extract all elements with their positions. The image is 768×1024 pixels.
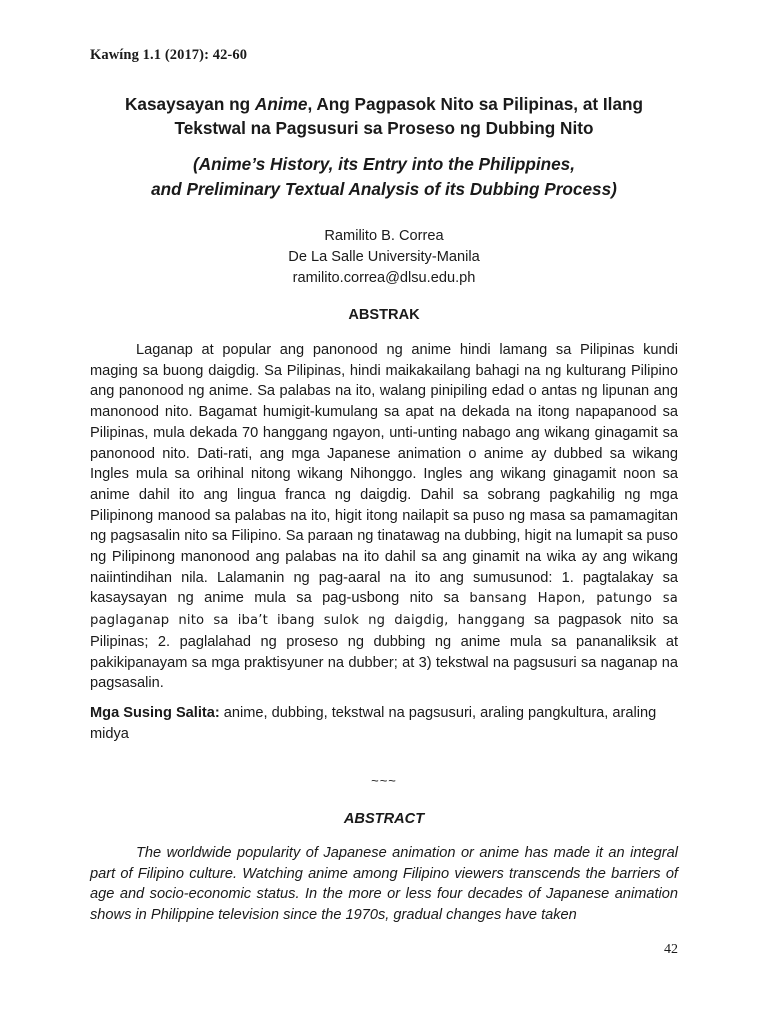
title-part2: , Ang Pagpasok Nito sa Pilipinas, at Ilang [307, 94, 643, 114]
title-part1: Kasaysayan ng [124, 94, 255, 114]
keywords [90, 703, 678, 744]
author-email: ramilito.correa@dlsu.edu.ph [292, 270, 476, 286]
section-separator: ~~~ [371, 773, 397, 788]
title-italic: Anime [254, 94, 308, 114]
subtitle-line1: (Anime’s History, its Entry into the Philippines, [192, 154, 575, 174]
abstract-heading: ABSTRACT [343, 811, 425, 827]
paper-title [90, 92, 678, 140]
abstrak-heading: ABSTRAK [348, 307, 420, 323]
title-line2: Tekstwal na Pagsusuri sa Proseso ng Dubbing Nito [174, 118, 594, 138]
title-block [90, 92, 678, 201]
page-number: 42 [664, 942, 678, 957]
author-block [90, 226, 678, 289]
keywords-text: anime, dubbing, tekstwal na pagsusuri, araling pangkultura, araling midya [90, 705, 657, 742]
abstrak-text-before: Laganap at popular ang panonood ng anime hindi lamang sa Pilipinas kundi maging sa buong daigdig. Sa Pilipinas, hindi maikakailang bahagi na ng kulturang Pilipino ang panonood ng anime. Sa palabas na ito, walang pinipiling edad o antas ng lipunan ang manonood nito. Bagamat humigit-kumulang sa apat na dekada na itong napapanood sa Pilipinas, mula dekada 70 hanggang ngayon, unti-unting nabago ang wikang ginagamit sa panonood nito. Dati-rati, ang mga Japanese animation o anime ay dubbed sa wikang Ingles mula sa orihinal nitong wikang Nihonggo. Ingles ang wikang ginagamit noon sa anime dahil ito ang lingua franca ng daigdig. Dahil sa sobrang pagkahilig ng mga Pilipinong manood sa palabas na ito, higit itong nailapit sa puso ng masa sa pamamagitan ng pagsasalin nito sa Filipino. Sa paraan ng tinatawag na dubbing, higit na lumapit sa puso ng Pilipinong manonood ang palabas na ito dahil sa ang ginamit na wika ay ang wikang naiintindihan nila. Lalamanin ng pag-aaral na ito ang sumusunod: 1. pagtalakay sa kasaysayan ng anime mula sa pag-usbong nito sa [90, 342, 678, 607]
abstrak-text-after: sa pagpasok nito sa Pilipinas; 2. paglalahad ng proseso ng dubbing ng anime mula sa pananaliksik at pakikipanayam sa mga praktisyuner na dubber; at 3) tekstwal na pagsusuri sa naganap na pagsasalin. [90, 612, 678, 692]
author-name: Ramilito B. Correa [324, 228, 444, 244]
subtitle-line2: and Preliminary Textual Analysis of its Dubbing Process) [151, 178, 617, 199]
keywords-label: Mga Susing Salita: [90, 705, 220, 721]
journal-reference: Kawíng 1.1 (2017): 42-60 [90, 47, 248, 63]
author-affiliation: De La Salle University-Manila [288, 249, 480, 265]
abstract-paragraph: The worldwide popularity of Japanese animation or anime has made it an integral part of Filipino culture. Watching anime among Filipino viewers transcends the barriers of age and socio-economic status. In the more or less four decades of Japanese animation shows in Philippine television since the 1970s, gradual changes have taken [90, 845, 678, 924]
abstrak-paragraph [90, 340, 678, 694]
paper-subtitle [90, 152, 678, 201]
abstrak-text-odd-line: bansang Hapon, patungo sa paglaganap nito sa iba’t ibang sulok ng daigdig, hanggang [90, 591, 678, 629]
